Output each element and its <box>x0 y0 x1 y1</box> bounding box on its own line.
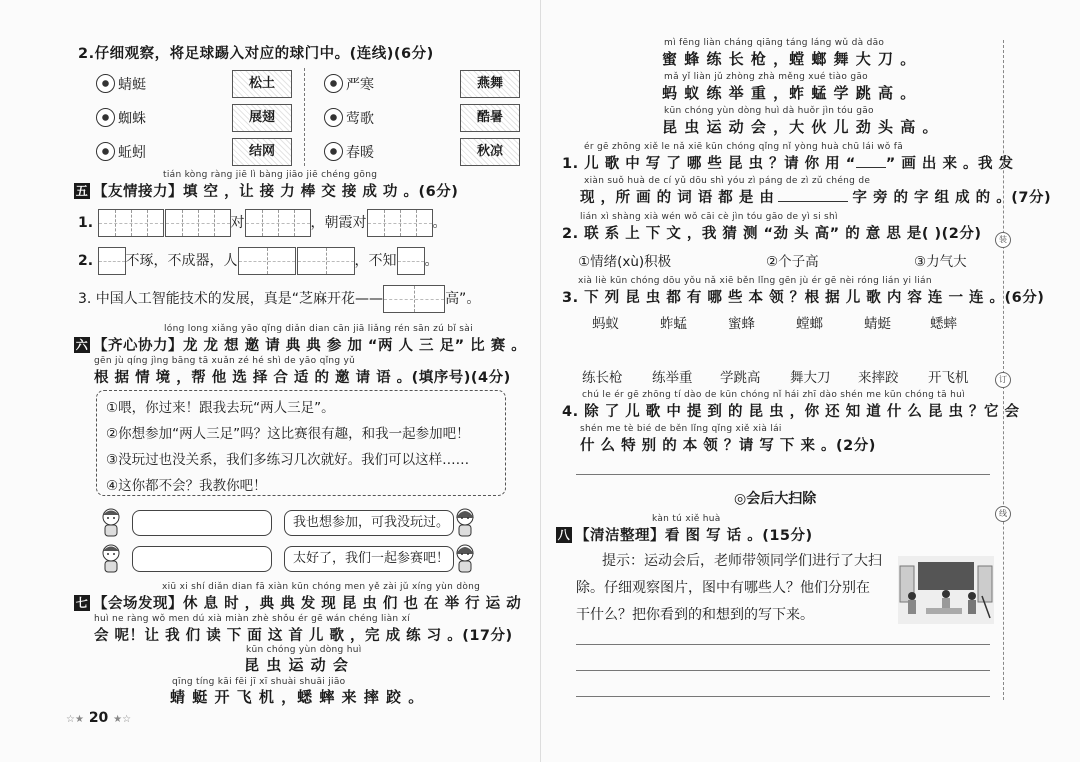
option-item[interactable]: ②你想参加“两人三足”吗？这比赛很有趣，和我一起参加吧！ <box>106 426 470 442</box>
answer-grid[interactable] <box>367 209 433 237</box>
underline-sample <box>856 167 886 168</box>
skill-item[interactable]: 开飞机 <box>928 370 969 386</box>
soccer-ball-icon <box>96 142 115 161</box>
s8-pinyin: kàn tú xiě huà <box>652 514 721 524</box>
star-icon: ☆★ <box>66 714 84 725</box>
q1-pinyin2: xiàn suǒ huà de cí yǔ dōu shì yóu zì páng de zì zǔ chéng de <box>584 176 871 186</box>
choice-option[interactable]: ②个子高 <box>766 254 819 270</box>
poem-line-pinyin: qīng tíng kāi fēi jī xī shuài shuāi jiāo <box>172 677 346 687</box>
binding-mark: 线 <box>995 506 1011 522</box>
s6-heading: 六 【齐心协力】龙 龙 想 邀 请 典 典 参 加 “两 人 三 足” 比 赛 。 <box>75 338 527 354</box>
soccer-ball-icon <box>324 142 343 161</box>
ball-item[interactable]: 莺歌 <box>324 108 374 128</box>
poem-line-pinyin: mì fēng liàn cháng qiāng táng láng wǔ dà dāo <box>664 38 885 48</box>
s6-pinyin: lóng long xiǎng yāo qǐng diǎn dian cān jiā liǎng rén sān zú bǐ sài <box>164 324 473 334</box>
s5-heading: 五 【友情接力】填 空 ，让 接 力 棒 交 接 成 功 。(6分) <box>75 184 459 200</box>
answer-grid[interactable] <box>238 247 296 275</box>
reply-bubble: 太好了，我们一起参赛吧！ <box>284 546 454 572</box>
page-number: ☆★ 20 ★☆ <box>66 710 132 726</box>
goal-box[interactable]: 燕舞 <box>460 70 520 98</box>
q4-pinyin2: shén me tè bié de běn lǐng qǐng xiě xià lái <box>580 424 782 434</box>
skill-item[interactable]: 练长枪 <box>582 370 623 386</box>
poem-line: 蜻 蜓 开 飞 机 ，蟋 蟀 来 摔 跤 。 <box>170 688 425 706</box>
ball-item[interactable]: 蜻蜓 <box>96 74 146 94</box>
answer-bubble[interactable] <box>132 510 272 536</box>
poem-line-pinyin: mǎ yǐ liàn jǔ zhòng zhà měng xué tiào gāo <box>664 72 868 82</box>
poem-line: 蚂 蚁 练 举 重 ，蚱 蜢 学 跳 高 。 <box>662 84 917 102</box>
goal-box[interactable]: 结网 <box>232 138 292 166</box>
soccer-ball-icon <box>96 108 115 127</box>
s6-subtitle: 根 据 情 境 ，帮 他 选 择 合 适 的 邀 请 语 。(填序号)(4分) <box>94 370 511 386</box>
insect-item[interactable]: 蜜蜂 <box>728 316 755 332</box>
fill-blank[interactable] <box>778 201 848 202</box>
option-item[interactable]: ③没玩过也没关系，我们多练习几次就好。我们可以这样…… <box>106 452 470 468</box>
q4-pinyin: chú le ér gē zhōng tí dào de kūn chóng nǐ hái zhī dào shén me kūn chóng tā huì <box>582 390 965 400</box>
ball-item[interactable]: 蚯蚓 <box>96 142 146 162</box>
s7-subtitle: 会 呢！让 我 们 读 下 面 这 首 儿 歌 ，完 成 练 习 。(17分) <box>94 628 513 644</box>
binding-line <box>1003 40 1004 700</box>
s7-pinyin: xiū xi shí diǎn dian fā xiàn kūn chóng men yě zài jǔ xíng yùn dòng <box>162 582 481 592</box>
reply-bubble: 我也想参加，可我没玩过。 <box>284 510 454 536</box>
q1-text2: 现 ，所 画 的 词 语 都 是 由 字 旁 的 字 组 成 的 。(7分) <box>580 190 1052 206</box>
page-divider <box>540 0 541 762</box>
section-number: 五 <box>75 184 89 198</box>
q4-text2: 什 么 特 别 的 本 领 ？请 写 下 来 。(2分) <box>580 438 876 454</box>
ball-item[interactable]: 春暖 <box>324 142 374 162</box>
answer-line[interactable] <box>576 474 990 475</box>
boy-avatar-icon <box>98 506 124 538</box>
writing-line[interactable] <box>576 670 990 671</box>
girl-avatar-icon <box>452 506 478 538</box>
s6-pinyin2: gēn jù qíng jìng bāng tā xuǎn zé hé shì de yāo qǐng yǔ <box>94 356 356 366</box>
s7-pinyin2: huì ne ràng wǒ men dú xià miàn zhè shǒu ér gē wán chéng liàn xí <box>94 614 411 624</box>
soccer-ball-icon <box>324 74 343 93</box>
section-number: 八 <box>557 528 571 542</box>
s5-line2: 2. 不琢，不成器，人 ，不知 。 <box>78 246 439 276</box>
option-item[interactable]: ④这你都不会？我教你吧！ <box>106 478 267 494</box>
poem-line-pinyin: kūn chóng yùn dòng huì dà huǒr jìn tóu gāo <box>664 106 874 116</box>
writing-line[interactable] <box>576 696 990 697</box>
skill-item[interactable]: 来摔跤 <box>858 370 899 386</box>
writing-line[interactable] <box>576 644 990 645</box>
insect-item[interactable]: 蚂蚁 <box>592 316 619 332</box>
s7-heading: 七 【会场发现】休 息 时 ，典 典 发 现 昆 虫 们 也 在 举 行 运 动 <box>75 596 522 612</box>
section-number: 六 <box>75 338 89 352</box>
option-item[interactable]: ①喂，你过来！跟我去玩“两人三足”。 <box>106 400 335 416</box>
section-number: 七 <box>75 596 89 610</box>
hint-line: 提示：运动会后，老师带领同学们进行了大扫 <box>602 553 882 569</box>
hint-line: 干什么？把你看到的和想到的写下来。 <box>576 607 814 623</box>
goal-box[interactable]: 酷暑 <box>460 104 520 132</box>
q4-text: 4. 除 了 儿 歌 中 提 到 的 昆 虫 ，你 还 知 道 什 么 昆 虫 ？它 会 <box>562 404 1020 420</box>
binding-mark: 订 <box>995 372 1011 388</box>
goal-box[interactable]: 秋凉 <box>460 138 520 166</box>
poem-title: 昆 虫 运 动 会 <box>244 656 349 674</box>
q1-pinyin: ér gē zhōng xiě le nǎ xiē kūn chóng qǐng nǐ yòng huà chū lái wǒ fā <box>584 142 904 152</box>
boy-avatar-icon <box>98 542 124 574</box>
insect-item[interactable]: 蚱蜢 <box>660 316 687 332</box>
skill-item[interactable]: 舞大刀 <box>790 370 831 386</box>
skill-item[interactable]: 练举重 <box>652 370 693 386</box>
s8-heading: 八 【清洁整理】看 图 写 话 。(15分) <box>557 528 813 544</box>
column-separator <box>304 68 305 166</box>
s5-line1: 1. 对 ，朝霞对 。 <box>78 208 447 238</box>
goal-box[interactable]: 展翅 <box>232 104 292 132</box>
answer-grid[interactable] <box>98 247 126 275</box>
q2-title: 2.仔细观察，将足球踢入对应的球门中。(连线)(6分) <box>78 46 434 62</box>
insect-item[interactable]: 螳螂 <box>796 316 823 332</box>
answer-grid[interactable] <box>98 209 164 237</box>
poem-title-pinyin: kūn chóng yùn dòng huì <box>246 645 362 655</box>
s5-pinyin: tián kòng ràng jiē lì bàng jiāo jiē chéng gōng <box>163 170 378 180</box>
poem-line: 昆 虫 运 动 会 ，大 伙 儿 劲 头 高 。 <box>662 118 939 136</box>
soccer-ball-icon <box>96 74 115 93</box>
answer-grid[interactable] <box>383 285 445 313</box>
answer-grid[interactable] <box>245 209 311 237</box>
soccer-ball-icon <box>324 108 343 127</box>
choice-option[interactable]: ①情绪(xù)积极 <box>578 254 672 270</box>
hint-line: 除。仔细观察图片，图中有哪些人？他们分别在 <box>576 580 870 596</box>
star-icon: ★☆ <box>113 714 132 725</box>
s5-line3: 3. 中国人工智能技术的发展，真是“芝麻开花—— 高”。 <box>78 284 480 314</box>
answer-grid[interactable] <box>165 209 231 237</box>
girl-avatar-icon <box>452 542 478 574</box>
q3-text: 3. 下 列 昆 虫 都 有 哪 些 本 领 ？根 据 儿 歌 内 容 连 一 连 。(6分) <box>562 290 1045 306</box>
classroom-cleaning-illustration <box>898 556 994 624</box>
goal-box[interactable]: 松土 <box>232 70 292 98</box>
ball-item[interactable]: 严寒 <box>324 74 374 94</box>
insect-item[interactable]: 蜻蜓 <box>864 316 891 332</box>
answer-bubble[interactable] <box>132 546 272 572</box>
q2-pinyin: lián xì shàng xià wén wǒ cāi cè jìn tóu gāo de yì si shì <box>580 212 838 222</box>
cleanup-heading: ◎会后大扫除 <box>734 491 817 507</box>
answer-grid[interactable] <box>297 247 355 275</box>
poem-line: 蜜 蜂 练 长 枪 ，螳 螂 舞 大 刀 。 <box>662 50 917 68</box>
answer-grid[interactable] <box>397 247 425 275</box>
q2-text: 2. 联 系 上 下 文 ，我 猜 测 “劲 头 高” 的 意 思 是( )(2分) <box>562 226 982 242</box>
ball-item[interactable]: 蜘蛛 <box>96 108 146 128</box>
skill-item[interactable]: 学跳高 <box>720 370 761 386</box>
choice-option[interactable]: ③力气大 <box>914 254 967 270</box>
q1-text: 1. 儿 歌 中 写 了 哪 些 昆 虫 ？请 你 用 “ ” 画 出 来 。我 发 <box>562 156 1014 172</box>
binding-mark: 装 <box>995 232 1011 248</box>
q3-pinyin: xià liè kūn chóng dōu yǒu nǎ xiē běn lǐng gēn jù ér gē nèi róng lián yi lián <box>578 276 932 286</box>
insect-item[interactable]: 蟋蟀 <box>930 316 957 332</box>
